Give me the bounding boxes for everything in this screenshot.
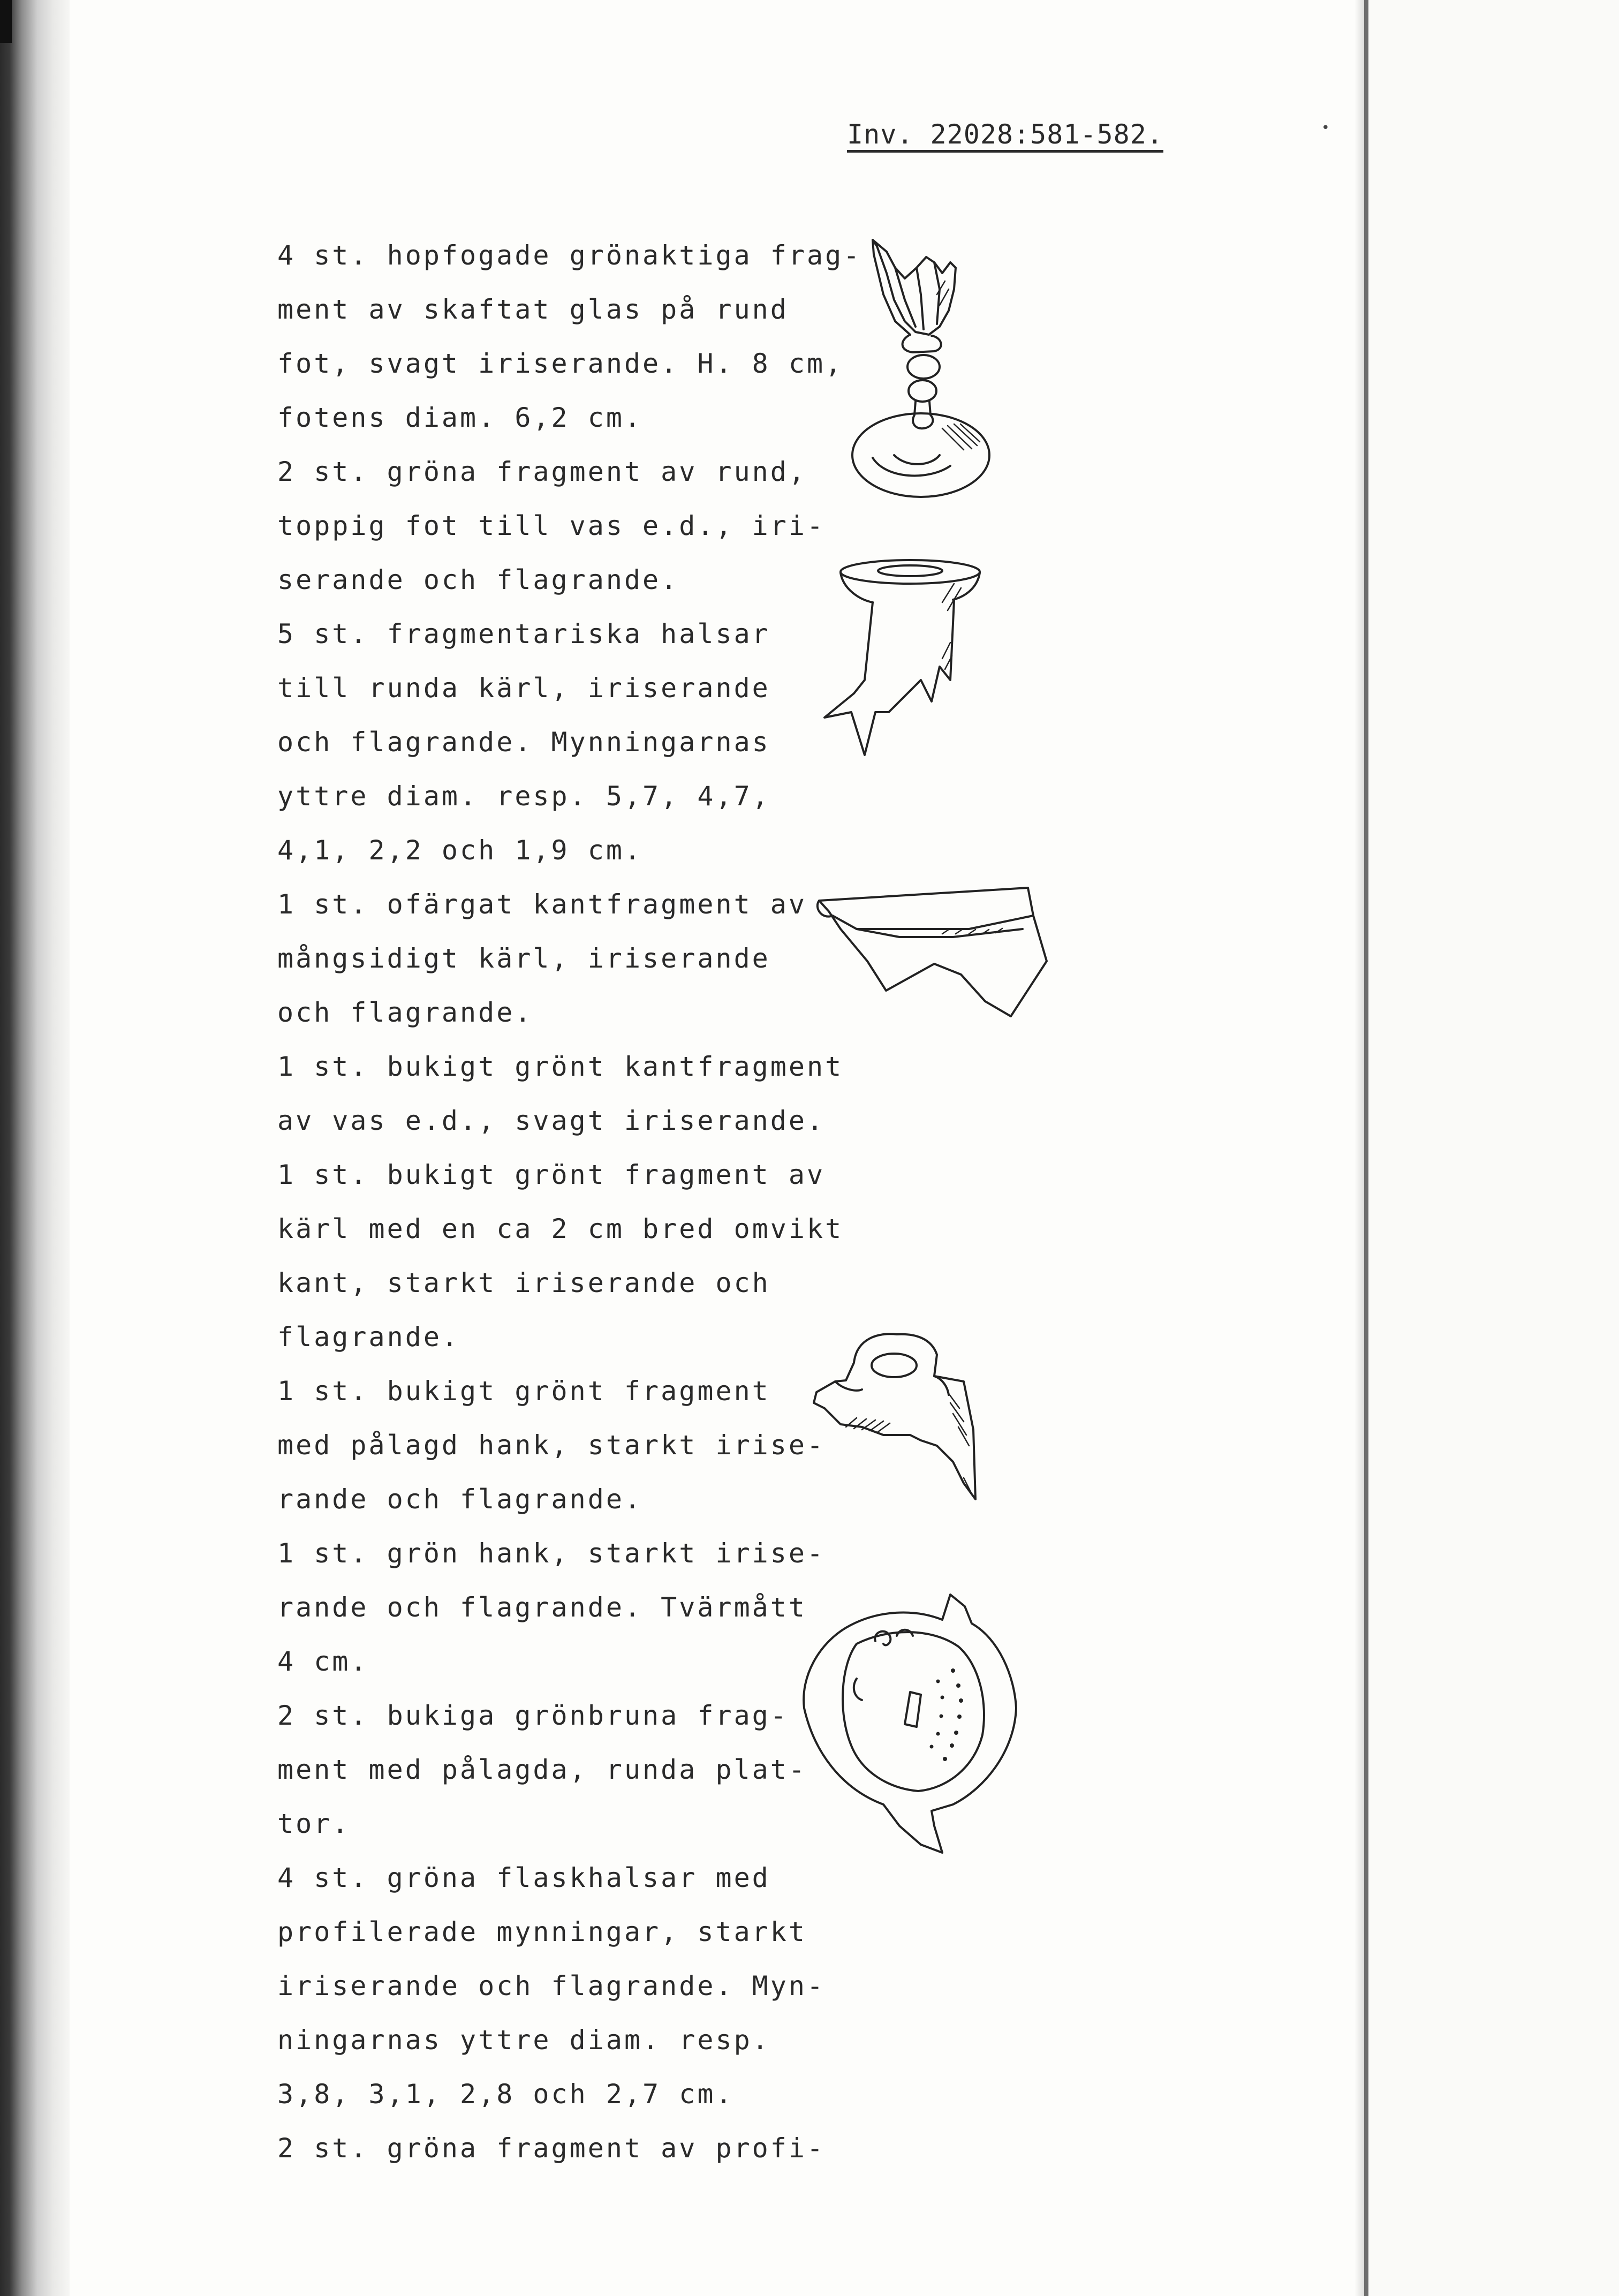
text-line: 2 st. gröna fragment av profi- [277,2133,826,2164]
text-line: iriserande och flagrande. Myn- [277,1970,826,2002]
text-line: 2 st. bukiga grönbruna frag- [277,1700,789,1731]
scan-edge-right [1364,0,1619,2296]
vessel-neck-sketch [814,552,996,776]
text-line: fotens diam. 6,2 cm. [277,402,643,433]
text-line: 4 cm. [277,1646,369,1677]
text-line: mångsidigt kärl, iriserande [277,943,770,974]
text-line: ningarnas yttre diam. resp. [277,2025,770,2056]
scan-edge-mark [0,0,12,43]
stemmed-glass-sketch [835,230,1007,509]
text-line: flagrande. [277,1321,460,1353]
text-line: 1 st. ofärgat kantfragment av [277,889,807,920]
text-line: 1 st. bukigt grönt fragment av [277,1159,826,1190]
text-line: kärl med en ca 2 cm bred omvikt [277,1213,844,1244]
text-line: toppig fot till vas e.d., iri- [277,510,826,541]
text-line: 5 st. fragmentariska halsar [277,618,770,649]
text-line: 1 st. bukigt grönt kantfragment [277,1051,844,1082]
page-edge-shadow [1355,0,1364,2296]
inventory-number: Inv. 22028:581-582. [847,119,1163,150]
text-line: serande och flagrande. [277,564,679,595]
text-line: av vas e.d., svagt iriserande. [277,1105,826,1136]
text-line: ment med pålagda, runda plat- [277,1754,807,1785]
text-line: 1 st. grön hank, starkt irise- [277,1538,826,1569]
text-line: till runda kärl, iriserande [277,673,770,704]
rim-fragment-sketch [808,878,1055,1028]
text-line: tor. [277,1808,351,1839]
handle-fragment-sketch [803,1323,996,1515]
text-line: fot, svagt iriserande. H. 8 cm, [277,348,844,379]
text-line: rande och flagrande. [277,1484,643,1515]
text-line: yttre diam. resp. 5,7, 4,7, [277,781,770,812]
text-line: 4,1, 2,2 och 1,9 cm. [277,835,643,866]
scan-edge-left [0,0,70,2296]
text-line: 1 st. bukigt grönt fragment [277,1376,770,1407]
text-line: och flagrande. Mynningarnas [277,727,770,758]
text-line: kant, starkt iriserande och [277,1267,770,1298]
text-line: 3,8, 3,1, 2,8 och 2,7 cm. [277,2079,734,2110]
text-line: rande och flagrande. Tvärmått [277,1592,807,1623]
text-line: profilerade mynningar, starkt [277,1916,807,1947]
round-plate-fragment-sketch [798,1590,1055,1869]
text-line: 2 st. gröna fragment av rund, [277,456,807,487]
text-line: ment av skaftat glas på rund [277,294,789,325]
corner-tick-mark: • [1321,120,1330,136]
text-line: med pålagd hank, starkt irise- [277,1430,826,1461]
text-line: 4 st. gröna flaskhalsar med [277,1862,770,1893]
text-line: och flagrande. [277,997,533,1028]
text-line: 4 st. hopfogade grönaktiga frag- [277,240,862,271]
